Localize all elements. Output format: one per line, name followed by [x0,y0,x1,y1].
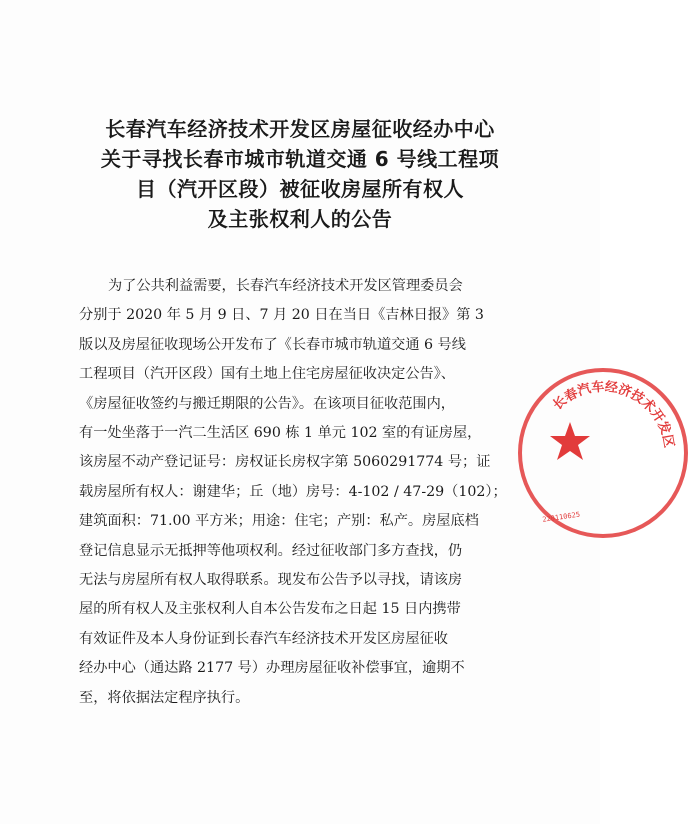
body-line: 屋的所有权人及主张权利人自本公告发布之日起 15 日内携带 [79,601,461,618]
body-line: 为了公共利益需要，长春汽车经济技术开发区管理委员会 [108,278,463,294]
notice-body [79,272,523,713]
body-line: 无法与房屋所有权人取得联系。现发布公告予以寻找，请该房 [79,572,463,589]
body-line: 至，将依据法定程序执行。 [79,689,250,706]
body-line: 登记信息显示无抵押等他项权利。经过征收部门多方查找，仍 [79,542,463,559]
seal-star-icon [548,420,592,464]
body-line: 有一处坐落于一汽二生活区 690 栋 1 单元 102 室的有证房屋， [79,425,482,442]
body-line: 经办中心（通达路 2177 号）办理房屋征收补偿事宜，逾期不 [79,660,465,677]
body-line: 有效证件及本人身份证到长春汽车经济技术开发区房屋征收 [79,630,448,647]
title-line-1: 长春汽车经济技术开发区房屋征收经办中心 [105,117,495,141]
seal-code [540,500,600,530]
body-line: 工程项目（汽开区段）国有土地上住宅房屋征收决定公告》、 [79,366,455,383]
seal-code-text: 220110625 [541,510,581,524]
title-line-3: 目（汽开区段）被征收房屋所有权人 [136,177,464,201]
body-line: 建筑面积：71.00 平方米；用途：住宅；产别：私产。房屋底档 [79,513,479,530]
body-line: 版以及房屋征收现场公开发布了《长春市城市轨道交通 6 号线 [79,336,466,353]
title-line-2: 关于寻找长春市城市轨道交通 6 号线工程项 [100,147,500,171]
body-line: 分别于 2020 年 5 月 9 日、7 月 20 日在当日《吉林日报》第 3 [79,307,484,324]
body-line: 该房屋不动产登记证号：房权证长房权字第 5060291774 号；证 [79,454,491,471]
seal-name-text: 长春汽车经济技术开发区 [550,379,676,450]
notice-title [70,114,530,234]
body-line: 《房屋征收签约与搬迁期限的公告》。在该项目征收范围内， [79,395,455,412]
title-line-4: 及主张权利人的公告 [207,207,393,231]
body-line: 载房屋所有权人：谢建华；丘（地）房号：4-102 / 47-29（102）； [79,483,507,500]
